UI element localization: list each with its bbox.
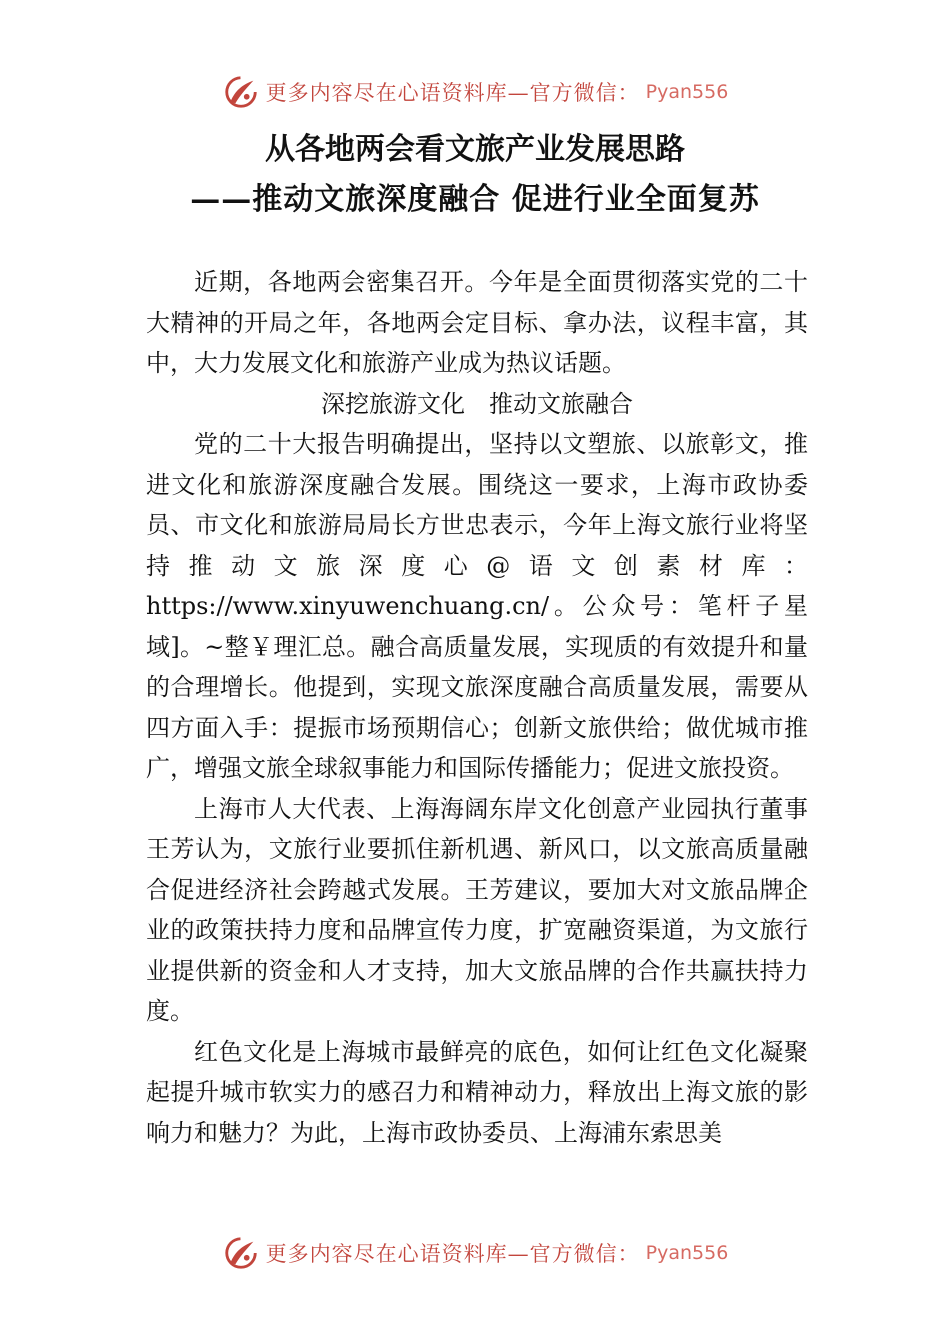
paragraph-fang: 党的二十大报告明确提出，坚持以文塑旅、以旅彰文，推进文化和旅游深度融合发展。围绕这一要求，上海市政协委员、市文化和旅游局局长方世忠表示，今年上海文旅行业将坚持推动文旅深度心@语文创素材库：https://www.xinyuwenchuang.cn/。公众号：笔杆子星域]。~整￥理汇总。融合高质量发展，实现质的有效提升和量的合理增长。他提到，实现文旅深度融合高质量发展，需要从四方面入手：提振市场预期信心；创新文旅供给；做优城市推广，增强文旅全球叙事能力和国际传播能力；促进文旅投资。 [146, 430, 808, 782]
article-body [146, 262, 808, 1153]
header-watermark [0, 72, 950, 112]
brand-logo-icon [222, 1234, 260, 1272]
brand-logo-icon [222, 73, 260, 111]
paragraph-red-culture: 红色文化是上海城市最鲜亮的底色，如何让红色文化凝聚起提升城市软实力的感召力和精神动力，释放出上海文旅的影响力和魅力？为此，上海市政协委员、上海浦东索思美 [146, 1037, 808, 1147]
paragraph-intro: 近期，各地两会密集召开。今年是全面贯彻落实党的二十大精神的开局之年，各地两会定目标、拿办法，议程丰富，其中，大力发展文化和旅游产业成为热议话题。 [146, 268, 808, 377]
watermark-text: 更多内容尽在心语资料库—官方微信： [265, 81, 640, 105]
footer-watermark [0, 1233, 950, 1273]
watermark-wechat-id: Pyan556 [645, 81, 729, 103]
watermark-text: 更多内容尽在心语资料库—官方微信： [265, 1242, 640, 1266]
section-heading: 深挖旅游文化 推动文旅融合 [321, 389, 633, 418]
document-subtitle: ——推动文旅深度融合 促进行业全面复苏 [190, 182, 760, 217]
watermark-wechat-id: Pyan556 [645, 1242, 729, 1264]
document-title: 从各地两会看文旅产业发展思路 [265, 132, 685, 167]
paragraph-wangfang: 上海市人大代表、上海海阔东岸文化创意产业园执行董事王芳认为，文旅行业要抓住新机遇、新风口，以文旅高质量融合促进经济社会跨越式发展。王芳建议，要加大对文旅品牌企业的政策扶持力度和品牌宣传力度，扩宽融资渠道，为文旅行业提供新的资金和人才支持，加大文旅品牌的合作共赢扶持力度。 [146, 794, 808, 1025]
